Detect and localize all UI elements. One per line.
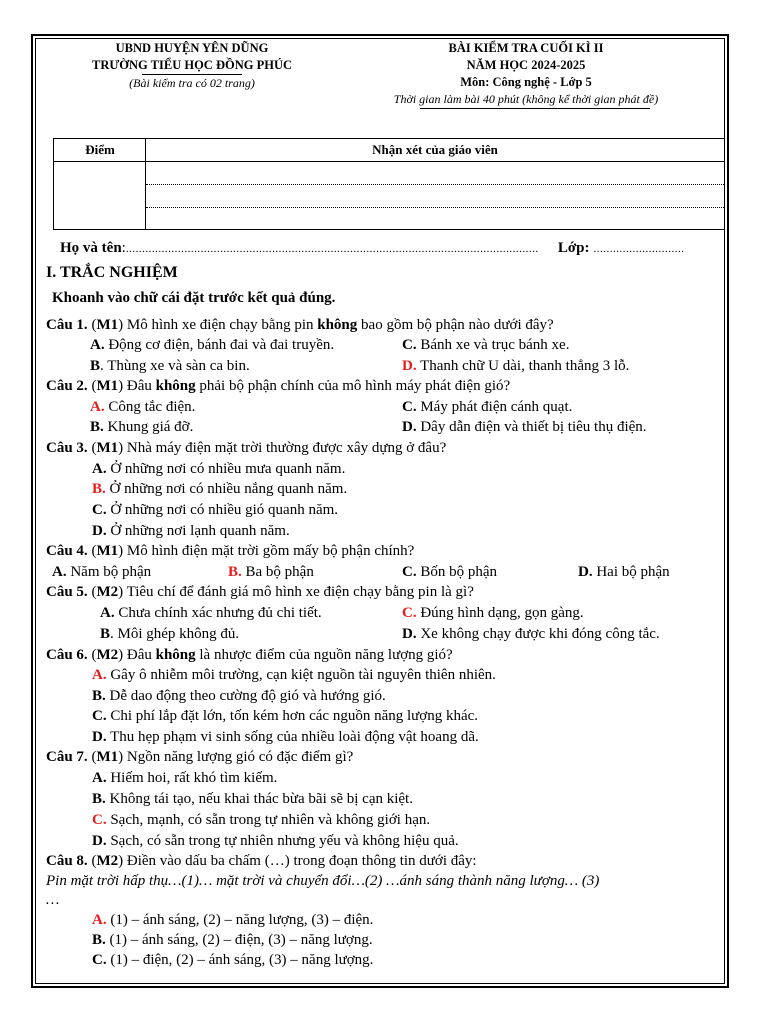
name-label: Họ và tên bbox=[60, 240, 122, 256]
option-7a[interactable]: A. Hiếm hoi, rất khó tìm kiếm. bbox=[92, 770, 278, 786]
student-info-row bbox=[60, 240, 712, 257]
question-2: Câu 2. (M1) Đâu không phải bộ phận chính của mô hình máy phát điện gió? bbox=[46, 378, 511, 394]
school-year: NĂM HỌC 2024-2025 bbox=[466, 58, 586, 72]
option-6a[interactable]: A. Gây ô nhiễm môi trường, cạn kiệt nguồn tài nguyên thiên nhiên. bbox=[92, 667, 496, 683]
section-title: I. TRẮC NGHIỆM bbox=[46, 264, 178, 281]
option-3b[interactable]: B. Ở những nơi có nhiều nắng quanh năm. bbox=[92, 481, 348, 497]
option-5c[interactable]: C. Đúng hình dạng, gọn gàng. bbox=[402, 605, 584, 621]
comment-header: Nhận xét của giáo viên bbox=[372, 142, 498, 157]
score-comment-table bbox=[53, 138, 725, 230]
option-2b[interactable]: B. Khung giá đỡ. bbox=[90, 419, 194, 435]
passage-line-1: Pin mặt trời hấp thụ…(1)… mặt trời và chuyển đổi…(2) …ánh sáng thành năng lượng… (3) bbox=[46, 873, 600, 889]
question-1: Câu 1. (M1) Mô hình xe điện chạy bằng pin không bao gồm bộ phận nào dưới đây? bbox=[46, 317, 554, 333]
option-3a[interactable]: A. Ở những nơi có nhiều mưa quanh năm. bbox=[92, 461, 346, 477]
name-field[interactable]: ............................................................................................................................... bbox=[125, 243, 539, 255]
comment-line bbox=[146, 207, 724, 208]
option-1d[interactable]: D. Thanh chữ U dài, thanh thẳng 3 lỗ. bbox=[402, 358, 630, 374]
option-8c[interactable]: C. (1) – điện, (2) – ánh sáng, (3) – năng lượng. bbox=[92, 952, 374, 968]
class-label: Lớp: bbox=[557, 240, 590, 256]
instruction: Khoanh vào chữ cái đặt trước kết quả đúng. bbox=[52, 290, 336, 306]
page-count-note: (Bài kiểm tra có 02 trang) bbox=[129, 76, 255, 90]
question-4: Câu 4. (M1) Mô hình điện mặt trời gồm mấy bộ phận chính? bbox=[46, 543, 415, 559]
question-6: Câu 6. (M2) Đâu không là nhược điểm của nguồn năng lượng gió? bbox=[46, 647, 453, 663]
exam-title: BÀI KIỂM TRA CUỐI KÌ II bbox=[448, 41, 604, 55]
district-name: UBND HUYỆN YÊN DŨNG bbox=[115, 41, 269, 55]
option-2a[interactable]: A. Công tắc điện. bbox=[90, 399, 196, 415]
comment-line bbox=[146, 184, 724, 185]
school-header bbox=[60, 40, 324, 92]
option-6d[interactable]: D. Thu hẹp phạm vi sinh sống của nhiều loài động vật hoang dã. bbox=[92, 729, 479, 745]
option-7b[interactable]: B. Không tái tạo, nếu khai thác bừa bãi sẽ bị cạn kiệt. bbox=[92, 791, 413, 807]
option-5d[interactable]: D. Xe không chạy được khi đóng công tắc. bbox=[402, 626, 660, 642]
option-5a[interactable]: A. Chưa chính xác nhưng đủ chi tiết. bbox=[100, 605, 322, 621]
option-1a[interactable]: A. Động cơ điện, bánh đai và đai truyền. bbox=[90, 337, 335, 353]
option-6c[interactable]: C. Chi phí lắp đặt lớn, tốn kém hơn các nguồn năng lượng khác. bbox=[92, 708, 479, 724]
time-note: Thời gian làm bài 40 phút (không kể thời gian phát đề) bbox=[393, 92, 659, 106]
question-8: Câu 8. (M2) Điền vào dấu ba chấm (…) trong đoạn thông tin dưới đây: bbox=[46, 853, 477, 869]
option-6b[interactable]: B. Dễ dao động theo cường độ gió và hướng gió. bbox=[92, 688, 386, 704]
option-7d[interactable]: D. Sạch, có sẵn trong tự nhiên nhưng yếu và không hiệu quả. bbox=[92, 833, 459, 849]
question-3: Câu 3. (M1) Nhà máy điện mặt trời thường được xây dựng ở đâu? bbox=[46, 440, 447, 456]
option-3d[interactable]: D. Ở những nơi lạnh quanh năm. bbox=[92, 523, 290, 539]
question-5: Câu 5. (M2) Tiêu chí để đánh giá mô hình xe điện chạy bằng pin là gì? bbox=[46, 584, 474, 600]
option-2c[interactable]: C. Máy phát điện cánh quạt. bbox=[402, 399, 573, 415]
option-2d[interactable]: D. Dây dẫn điện và thiết bị tiêu thụ điện. bbox=[402, 419, 647, 435]
header-underline bbox=[420, 108, 650, 109]
subject-grade: Môn: Công nghệ - Lớp 5 bbox=[460, 75, 592, 89]
exam-header bbox=[372, 40, 680, 109]
passage-line-2: … bbox=[46, 892, 60, 908]
option-1b[interactable]: B. Thùng xe và sàn ca bin. bbox=[90, 358, 250, 374]
table-header-divider bbox=[54, 161, 724, 162]
option-4b[interactable]: B. Ba bộ phận bbox=[228, 564, 314, 580]
option-8b[interactable]: B. (1) – ánh sáng, (2) – điện, (3) – năng lượng. bbox=[92, 932, 373, 948]
question-7: Câu 7. (M1) Ngồn năng lượng gió có đặc điểm gì? bbox=[46, 749, 354, 765]
name-colon: : bbox=[121, 240, 126, 256]
option-3c[interactable]: C. Ở những nơi có nhiều gió quanh năm. bbox=[92, 502, 339, 518]
score-header: Điểm bbox=[85, 142, 115, 157]
option-5b[interactable]: B. Môi ghép không đủ. bbox=[100, 626, 240, 642]
option-8a[interactable]: A. (1) – ánh sáng, (2) – năng lượng, (3) – điện. bbox=[92, 912, 374, 928]
option-4d[interactable]: D. Hai bộ phận bbox=[578, 564, 670, 580]
school-name: TRƯỜNG TIỂU HỌC ĐỒNG PHÚC bbox=[91, 58, 292, 72]
option-1c[interactable]: C. Bánh xe và trục bánh xe. bbox=[402, 337, 570, 353]
class-field[interactable]: ............................ bbox=[593, 243, 685, 255]
option-7c[interactable]: C. Sạch, mạnh, có sẵn trong tự nhiên và không giới hạn. bbox=[92, 812, 431, 828]
option-4a[interactable]: A. Năm bộ phận bbox=[52, 564, 152, 580]
option-4c[interactable]: C. Bốn bộ phận bbox=[402, 564, 498, 580]
